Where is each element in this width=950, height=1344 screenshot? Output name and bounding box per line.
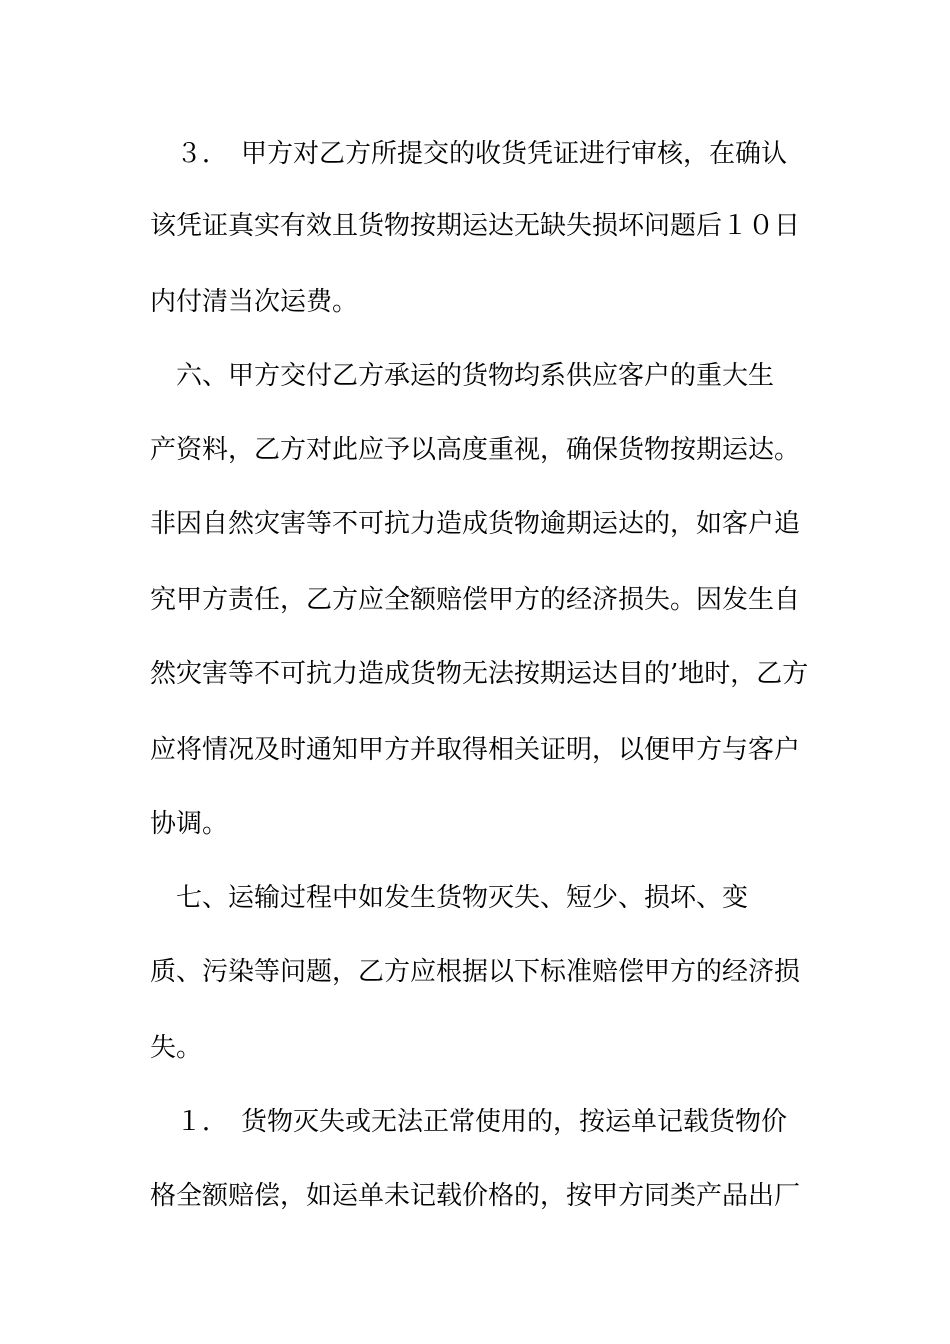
text-line: 究甲方责任，乙方应全额赔偿甲方的经济损失。因发生自 bbox=[150, 585, 801, 615]
text-line: 协调。 bbox=[150, 809, 229, 839]
text-line: 质、污染等问题，乙方应根据以下标准赔偿甲方的经济损 bbox=[150, 957, 801, 987]
text-line: 六、甲方交付乙方承运的货物均系供应客户的重大生 bbox=[150, 361, 775, 391]
text-line: 格全额赔偿，如运单未记载价格的，按甲方同类产品出厂 bbox=[150, 1181, 801, 1211]
text-line: ３． 甲方对乙方所提交的收货凭证进行审核，在确认 bbox=[150, 139, 788, 169]
text-line: 该凭证真实有效且货物按期运达无缺失损坏问题后１０日 bbox=[150, 211, 801, 241]
text-line: 七、运输过程中如发生货物灭失、短少、损坏、变 bbox=[150, 883, 749, 913]
text-line: １． 货物灭失或无法正常使用的，按运单记载货物价 bbox=[150, 1107, 788, 1137]
text-line: 非因自然灾害等不可抗力造成货物逾期运达的，如客户追 bbox=[150, 509, 801, 539]
text-line: 内付清当次运费。 bbox=[150, 287, 359, 317]
text-line: 产资料，乙方对此应予以高度重视，确保货物按期运达。 bbox=[150, 435, 801, 465]
text-line: 失。 bbox=[150, 1033, 203, 1063]
text-line: 应将情况及时通知甲方并取得相关证明，以便甲方与客户 bbox=[150, 735, 801, 765]
text-line: 然灾害等不可抗力造成货物无法按期运达目的’地时，乙方 bbox=[150, 659, 809, 689]
